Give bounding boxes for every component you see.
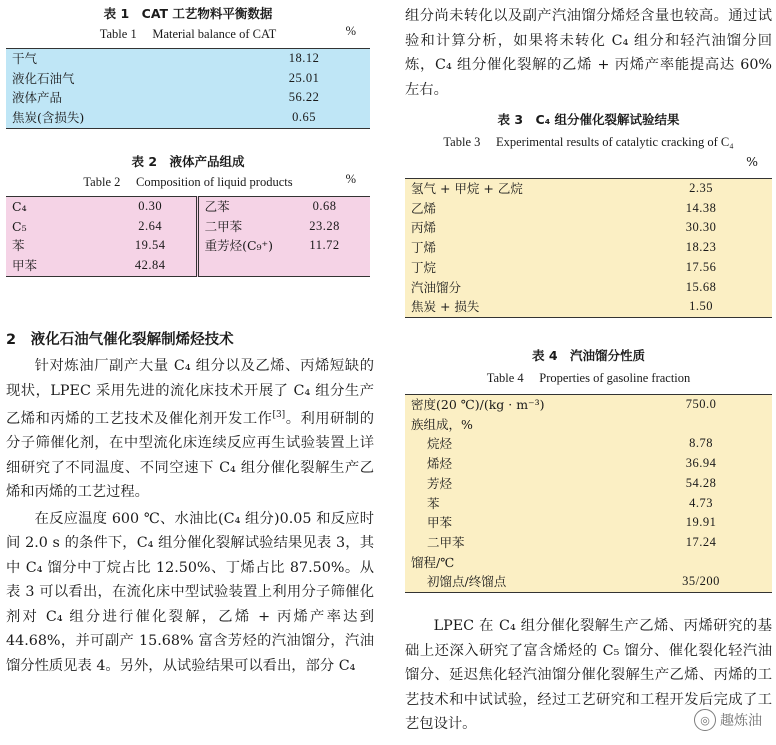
p1-rest-text: 。利用研制的分子筛催化剂，在中型流化床连续反应再生试验装置上详细研究了不同温度、不同空速下 C₄ 组分催化裂解生产乙烯和丙烯的工艺过程。 <box>6 410 374 501</box>
row-label: 干气 <box>6 49 238 69</box>
left-label: 甲苯 <box>6 256 105 276</box>
table2-row <box>6 236 370 256</box>
table1-body <box>6 48 370 129</box>
table3-unit: % <box>746 154 758 169</box>
row-label: 馏程/℃ <box>411 554 455 570</box>
table2-unit: % <box>345 172 356 186</box>
row-label: 密度(20 ℃)/(kg · m⁻³) <box>405 395 630 415</box>
p1-text: 针对炼油厂副产大量 C₄ 组分以及乙烯、丙烯短缺的现状，LPEC 采用先进的流化床技术开展了 C₄ 组分生产乙烯和丙烯的工艺技术及催化剂开发工作 <box>6 358 374 427</box>
right-label: 二甲苯 <box>204 218 243 234</box>
section2-paragraph-2: 在反应温度 600 ℃、水油比(C₄ 组分)0.05 和反应时间 2.0 s 的条件下，C₄ 组分催化裂解试验结果见表 3，其中 C₄ 馏分中丁烷占比 12.50%、丁烯占比 87.50%。从表 3 可以看出，在流化床中型试验装置上利用分子筛催化剂对 C₄ 组分进行催化裂解，乙烯 + 丙烯产率达到 44.68%，并可副产 15.68% 富含芳烃的汽油馏分，汽油馏分性质见表 4。另外，从试验结果可以看出，部分 C₄ <box>6 510 374 674</box>
table1-row <box>6 49 370 69</box>
row-value: 25.01 <box>288 70 320 85</box>
section2-heading: 2 液化石油气催化裂解制烯烃技术 <box>6 332 234 348</box>
row-label: 乙烯 <box>411 200 437 216</box>
table4-row <box>405 395 772 415</box>
left-value: 2.64 <box>105 217 197 237</box>
table2-body <box>6 196 370 277</box>
table3-body <box>405 178 772 318</box>
row-value: 19.91 <box>685 515 717 530</box>
row-value: 14.38 <box>685 200 717 215</box>
table4-row <box>405 572 772 592</box>
right-value <box>279 256 370 276</box>
row-value: 1.50 <box>630 297 772 317</box>
table1 <box>6 4 370 129</box>
table4-body <box>405 394 772 593</box>
table4 <box>405 346 772 593</box>
table3-row <box>405 238 772 258</box>
row-value: 8.78 <box>689 436 713 451</box>
row-value: 750.0 <box>630 395 772 415</box>
table4-row <box>405 553 772 573</box>
table4-row <box>405 513 772 533</box>
left-label: 苯 <box>12 238 25 254</box>
row-label: 苯 <box>427 495 440 511</box>
table1-caption-en-text: Table 1 Material balance of CAT <box>99 27 277 41</box>
row-label: 初馏点/终馏点 <box>405 572 630 592</box>
row-value: 30.30 <box>685 220 717 235</box>
left-label: C₅ <box>12 218 27 234</box>
left-label: C₄ <box>6 197 105 217</box>
table3-row <box>405 297 772 317</box>
wechat-icon: ◎ <box>694 709 716 731</box>
right-value: 23.28 <box>309 218 340 233</box>
table3-row <box>405 258 772 278</box>
table3-row <box>405 278 772 298</box>
left-value: 42.84 <box>105 256 197 276</box>
table2-row <box>6 197 370 217</box>
table4-row <box>405 415 772 435</box>
row-value <box>630 553 772 573</box>
left-value: 0.30 <box>105 197 197 217</box>
table3-row <box>405 218 772 238</box>
table4-row <box>405 533 772 553</box>
table1-row <box>6 69 370 89</box>
table4-row <box>405 454 772 474</box>
right-label: 重芳烃(C₉⁺) <box>204 238 274 254</box>
row-value: 17.56 <box>685 259 717 274</box>
row-label: 丁烯 <box>411 240 437 256</box>
row-label: 氢气 + 甲烷 + 乙烷 <box>405 179 630 199</box>
row-value: 4.73 <box>689 495 713 510</box>
table4-row <box>405 474 772 494</box>
table4-row <box>405 434 772 454</box>
table2-row <box>6 217 370 237</box>
row-label: 芳烃 <box>427 475 453 491</box>
row-label: 丁烷 <box>411 259 437 275</box>
row-label: 焦炭 + 损失 <box>405 297 630 317</box>
table1-caption-cn: 表 1 CAT 工艺物料平衡数据 <box>103 6 273 21</box>
row-value: 2.35 <box>630 179 772 199</box>
table4-row <box>405 494 772 514</box>
table1-row <box>6 88 370 108</box>
row-label: 二甲苯 <box>427 534 465 550</box>
row-value: 35/200 <box>630 572 772 592</box>
table1-caption-en <box>6 24 370 48</box>
section2-paragraph-1 <box>6 354 374 505</box>
row-label: 焦炭(含损失) <box>6 108 238 128</box>
table3 <box>405 110 772 318</box>
watermark-text: 趣炼油 <box>720 713 762 729</box>
table4-caption-cn: 表 4 汽油馏分性质 <box>531 348 646 363</box>
row-value: 0.65 <box>238 108 370 128</box>
row-value: 18.12 <box>238 49 370 69</box>
left-value: 19.54 <box>105 236 197 256</box>
table4-caption-en: Table 4 Properties of gasoline fraction <box>486 371 691 385</box>
watermark <box>694 709 762 731</box>
table3-caption-cn: 表 3 C₄ 组分催化裂解试验结果 <box>497 112 680 127</box>
row-value: 18.23 <box>685 240 717 255</box>
table3-caption-en: Table 3 Experimental results of catalytic cracking of C₄ <box>443 135 734 149</box>
table3-row <box>405 179 772 199</box>
table3-row <box>405 199 772 219</box>
right-value: 11.72 <box>309 238 340 253</box>
table2-caption-en-text: Table 2 Composition of liquid products <box>83 175 293 189</box>
table2 <box>6 152 370 277</box>
row-label: 烯烃 <box>427 456 453 472</box>
row-label: 汽油馏分 <box>411 279 462 295</box>
row-value: 36.94 <box>685 456 717 471</box>
row-label: 烷烃 <box>427 436 453 452</box>
table1-row <box>6 108 370 128</box>
row-value: 56.22 <box>288 90 320 105</box>
row-label: 液体产品 <box>12 90 63 106</box>
table2-caption-cn: 表 2 液体产品组成 <box>131 154 245 169</box>
row-label: 丙烯 <box>411 220 437 236</box>
right-bottom-paragraph: LPEC 在 C₄ 组分催化裂解生产乙烯、丙烯研究的基础上还深入研究了富含烯烃的 C₅ 馏分、催化裂化轻汽油馏分、延迟焦化轻汽油馏分催化裂解生产乙烯、丙烯的工艺技术和中试试验，经过工艺研究和工程开发后完成了工艺包设计。 <box>405 618 772 732</box>
citation-3[interactable]: [3] <box>272 410 286 420</box>
right-value: 0.68 <box>279 197 370 217</box>
section2 <box>6 328 374 678</box>
row-label: 液化石油气 <box>12 70 75 86</box>
row-value: 54.28 <box>685 475 717 490</box>
table1-unit: % <box>345 24 356 38</box>
right-top-paragraph: 组分尚未转化以及副产汽油馏分烯烃含量也较高。通过试验和计算分析，如果将未转化 C₄ 组分和轻汽油馏分回炼，C₄ 组分催化裂解的乙烯 + 丙烯产率能提高达 60% 左右。 <box>405 8 772 98</box>
table2-caption-en <box>6 172 370 196</box>
right-label: 乙苯 <box>197 197 279 217</box>
right-label <box>197 256 279 276</box>
row-label: 族组成，% <box>411 416 473 432</box>
row-value <box>630 415 772 435</box>
row-label: 甲苯 <box>427 515 453 531</box>
row-value: 17.24 <box>685 534 717 549</box>
table2-row <box>6 256 370 276</box>
row-value: 15.68 <box>685 279 717 294</box>
